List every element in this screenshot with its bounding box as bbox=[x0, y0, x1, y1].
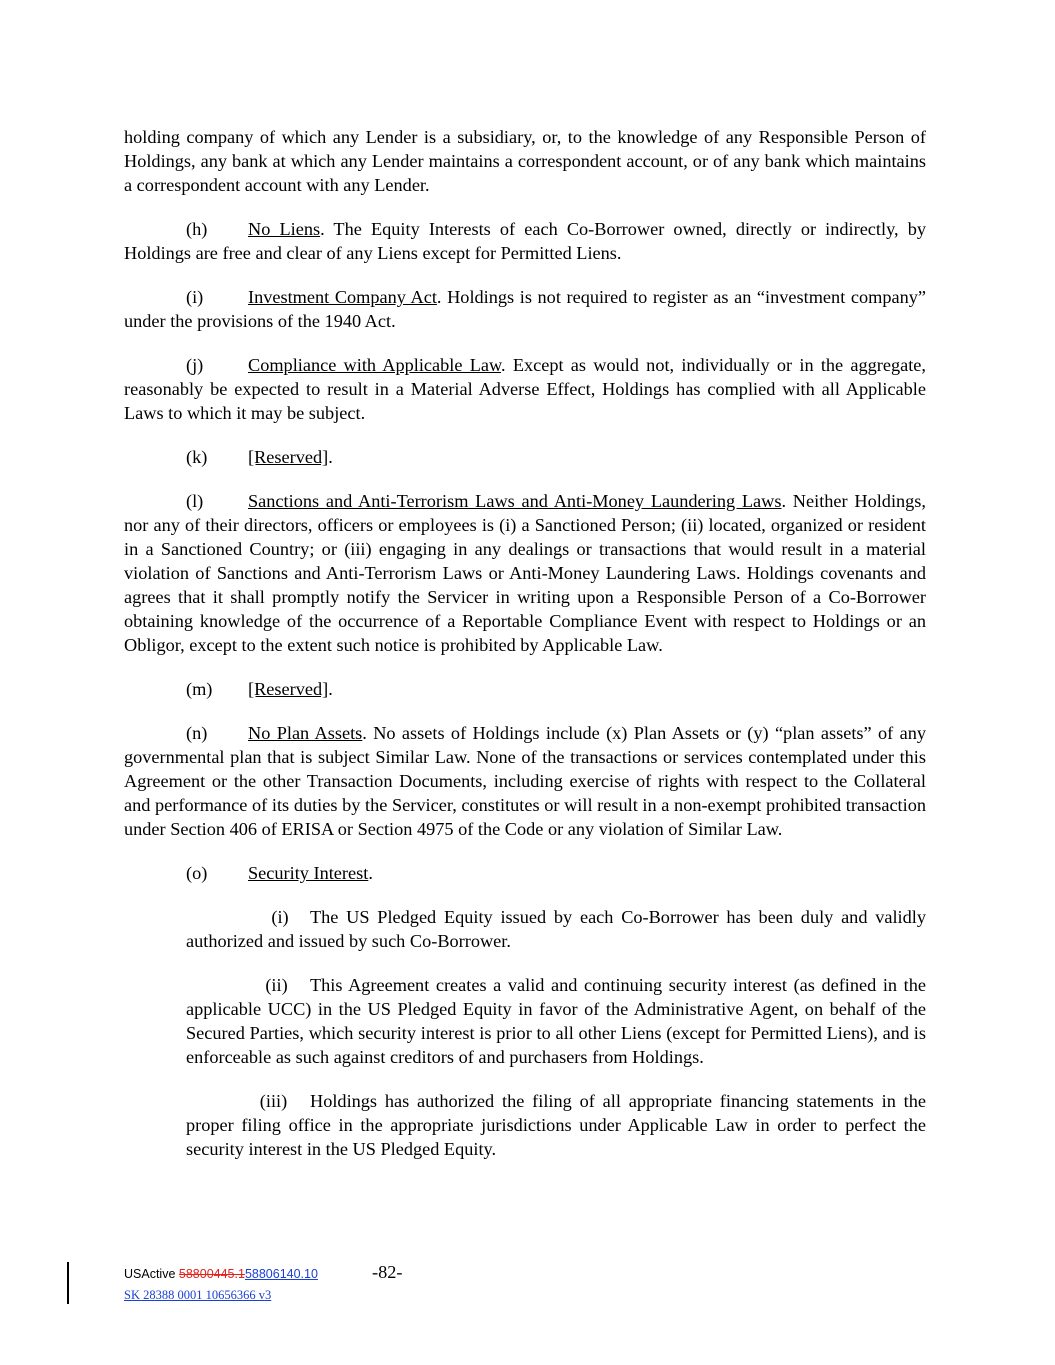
subsection-text: The US Pledged Equity issued by each Co-Borrower has been duly and validly authorized and issued by such Co-Borrower. bbox=[186, 907, 926, 951]
section-heading: No Plan Assets bbox=[248, 723, 363, 743]
section-label: (j) bbox=[186, 355, 204, 375]
footer-doc-number bbox=[124, 1267, 318, 1281]
section-label: (m) bbox=[186, 679, 213, 699]
section-label: (o) bbox=[186, 863, 208, 883]
section-heading: Compliance with Applicable Law bbox=[248, 355, 502, 375]
footer bbox=[124, 1262, 403, 1283]
change-bar bbox=[67, 1262, 69, 1304]
subsection-text: Holdings has authorized the filing of all appropriate financing statements in the proper filing office in the appropriate jurisdictions under Applicable Law in order to perfect the security interest in the US Pledged Equity. bbox=[186, 1091, 926, 1159]
section-body: . bbox=[328, 447, 333, 467]
section-body: . bbox=[368, 863, 373, 883]
section-l bbox=[124, 489, 926, 657]
section-body: . Except as would not, individually or in the aggregate, reasonably be expected to result in a Material Adverse Effect, Holdings has complied with all Applicable Laws to which it may be subject. bbox=[124, 355, 926, 423]
intro-paragraph: holding company of which any Lender is a subsidiary, or, to the knowledge of any Responsible Person of Holdings, any bank at which any Lender maintains a correspondent account, or of any bank which maintains a correspondent account with any Lender. bbox=[124, 127, 926, 195]
subsection-label: (ii) bbox=[265, 975, 288, 995]
subsection-i bbox=[186, 905, 926, 953]
section-i bbox=[124, 285, 926, 333]
subsection-iii bbox=[186, 1089, 926, 1161]
subsection-label: (i) bbox=[271, 907, 289, 927]
section-m bbox=[124, 677, 926, 701]
section-heading: [Reserved] bbox=[248, 679, 329, 699]
section-label: (k) bbox=[186, 447, 208, 467]
section-heading: No Liens bbox=[248, 219, 321, 239]
section-k bbox=[124, 445, 926, 469]
section-body: . Holdings is not required to register as an “investment company” under the provisions of the 1940 Act. bbox=[124, 287, 926, 331]
page-number: -82- bbox=[372, 1262, 403, 1282]
section-heading: Sanctions and Anti-Terrorism Laws and Anti-Money Laundering Laws bbox=[248, 491, 782, 511]
section-h bbox=[124, 217, 926, 265]
section-heading: Security Interest bbox=[248, 863, 369, 883]
section-heading: Investment Company Act bbox=[248, 287, 437, 307]
footer-inserted-number: 58806140.10 bbox=[244, 1267, 318, 1281]
section-body: . bbox=[328, 679, 333, 699]
section-j bbox=[124, 353, 926, 425]
section-label: (l) bbox=[186, 491, 204, 511]
subsection-ii bbox=[186, 973, 926, 1069]
section-body: . Neither Holdings, nor any of their directors, officers or employees is (i) a Sanctioned Person; (ii) located, organized or resident in a Sanctioned Country; or (iii) engaging in any dealings or transactions that would result in a material violation of Sanctions and Anti-Terrorism Laws or Anti-Money Laundering Laws. Holdings covenants and agrees that it shall promptly notify the Servicer in writing upon a Responsible Person of a Co-Borrower obtaining knowledge of the occurrence of a Reportable Compliance Event with respect to Holdings or an Obligor, except to the extent such notice is prohibited by Applicable Law. bbox=[124, 491, 926, 655]
footer-deleted-number: 58800445.1 bbox=[178, 1267, 245, 1281]
subsection-label: (iii) bbox=[259, 1091, 288, 1111]
section-label: (h) bbox=[186, 219, 208, 239]
section-heading: [Reserved] bbox=[248, 447, 329, 467]
section-o bbox=[124, 861, 926, 885]
section-label: (n) bbox=[186, 723, 208, 743]
section-body: . The Equity Interests of each Co-Borrower owned, directly or indirectly, by Holdings are free and clear of any Liens except for Permitted Liens. bbox=[124, 219, 926, 263]
subsection-text: This Agreement creates a valid and continuing security interest (as defined in the applicable UCC) in the US Pledged Equity in favor of the Administrative Agent, on behalf of the Secured Parties, which security interest is prior to all other Liens (except for Permitted Liens), and is enforceable as such against creditors of and purchasers from Holdings. bbox=[186, 975, 926, 1067]
footer-prefix: USActive bbox=[124, 1267, 179, 1281]
section-n bbox=[124, 721, 926, 841]
document-page bbox=[124, 125, 926, 1181]
section-label: (i) bbox=[186, 287, 204, 307]
section-body: . No assets of Holdings include (x) Plan Assets or (y) “plan assets” of any governmental plan that is subject Similar Law. None of the transactions or services contemplated under this Agreement or the other Transaction Documents, including exercise of rights with respect to the Collateral and performance of its duties by the Servicer, constitutes or will result in a non-exempt prohibited transaction under Section 406 of ERISA or Section 4975 of the Code or any violation of Similar Law. bbox=[124, 723, 926, 839]
footer-doc-id: SK 28388 0001 10656366 v3 bbox=[124, 1288, 272, 1302]
